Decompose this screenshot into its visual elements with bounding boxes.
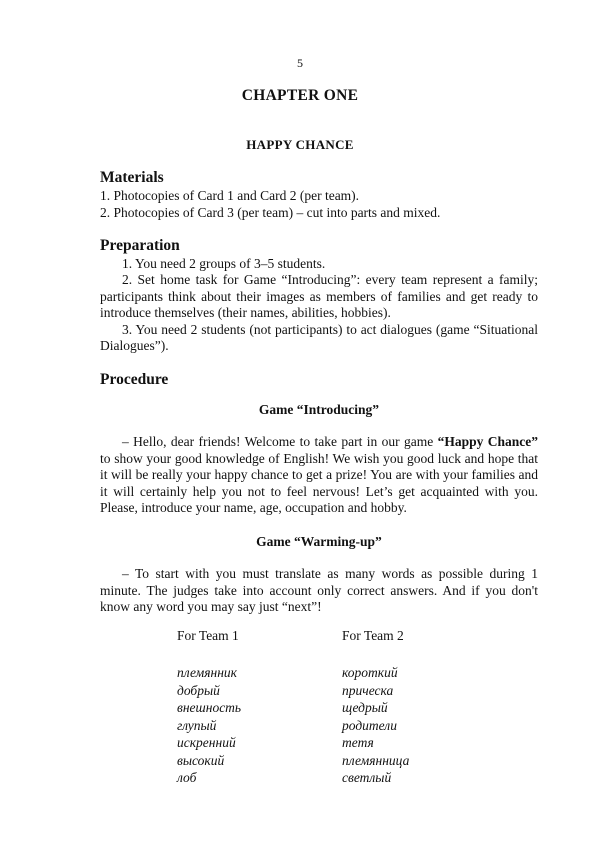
team1-label: For Team 1 (177, 628, 239, 643)
chapter-heading: CHAPTER ONE (241, 87, 359, 104)
word-item: добрый (177, 682, 220, 698)
game1-block (100, 402, 538, 419)
word-item: родители (342, 717, 397, 733)
materials-item: 2. Photocopies of Card 3 (per team) – cut into parts and mixed. (100, 204, 441, 220)
procedure-section (100, 370, 538, 390)
game2-text (100, 566, 538, 616)
word-item: прическа (342, 682, 394, 698)
preparation-body (100, 272, 538, 355)
preparation-item: 3. You need 2 students (not participants) to act dialogues (game “Situational Dialogues”). (100, 321, 538, 353)
word-item: искренний (177, 735, 236, 750)
word-item: тетя (342, 735, 374, 750)
game1-text-a: – Hello, dear friends! Welcome to take part in our game (122, 434, 438, 449)
materials-heading: Materials (100, 169, 164, 186)
procedure-heading: Procedure (100, 371, 169, 388)
word-item: короткий (342, 665, 398, 680)
word-item: глупый (177, 717, 217, 733)
game1-text (100, 434, 538, 517)
team2-word-list (342, 664, 409, 787)
preparation-item: 1. You need 2 groups of 3–5 students. (122, 256, 326, 271)
word-item: племянник (177, 665, 237, 680)
game2-title: Game “Warming-up” (256, 534, 382, 549)
preparation-section (100, 236, 538, 273)
word-item: лоб (177, 770, 197, 785)
materials-section (100, 168, 538, 221)
preparation-item: 2. Set home task for Game “Introducing”: every team represent a family; participants think about their images as members of families and get ready to introduce themselves (their names, abilities, hobbies). (100, 272, 538, 320)
word-item: племянница (342, 752, 410, 768)
page-number: 5 (297, 56, 303, 70)
word-item: высокий (177, 752, 225, 768)
game-name: “Happy Chance” (437, 434, 538, 449)
word-item: светлый (342, 770, 392, 785)
word-item: внешность (177, 700, 242, 715)
game1-title: Game “Introducing” (258, 402, 380, 417)
team2-label: For Team 2 (342, 628, 404, 643)
team1-word-list (177, 664, 241, 787)
word-item: щедрый (342, 700, 388, 715)
section-title: HAPPY CHANCE (246, 137, 354, 152)
materials-item: 1. Photocopies of Card 1 and Card 2 (per team). (100, 188, 360, 203)
game1-text-b: to show your good knowledge of English! We wish you good luck and hope that it will be really your happy chance to get a prize! You are with your families and it will certainly help you not to feel nervous! Let’s get acquainted with you. Please, introduce your name, age, occupation and hobby. (100, 450, 538, 515)
game2-paragraph: – To start with you must translate as many words as possible during 1 minute. The judges take into account only correct answers. And if you don't know any word you may say just “next”! (100, 566, 538, 614)
preparation-heading: Preparation (100, 237, 180, 254)
game2-block (100, 534, 538, 551)
